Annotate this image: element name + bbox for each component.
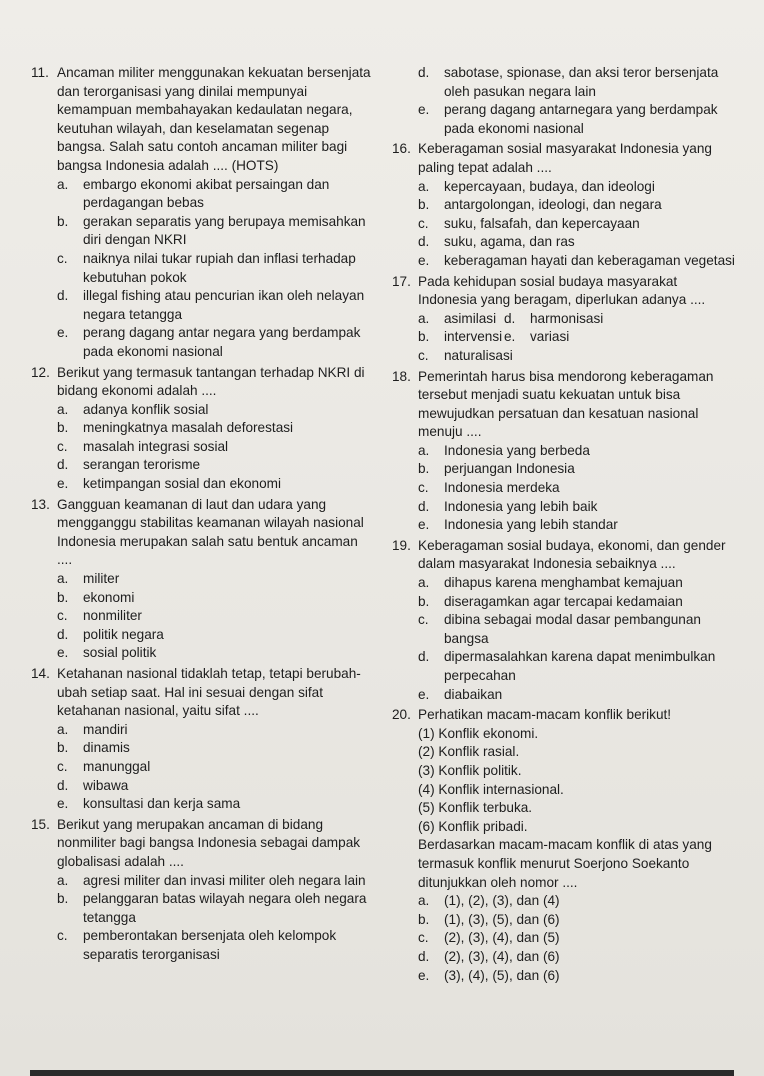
option-a[interactable]	[418, 310, 504, 329]
option-b[interactable]	[418, 328, 504, 347]
option-letter: b.	[418, 911, 430, 927]
option-c[interactable]	[57, 607, 376, 626]
option-letter: d.	[57, 457, 69, 473]
option-c[interactable]	[57, 250, 376, 287]
option-text: asimilasi	[444, 310, 497, 326]
option-text: suku, falsafah, dan kepercayaan	[444, 215, 640, 231]
option-b[interactable]	[418, 460, 737, 479]
option-text: Indonesia merdeka	[444, 480, 560, 496]
question-number: 12.	[31, 364, 50, 380]
option-a[interactable]	[57, 176, 376, 213]
option-text: variasi	[530, 329, 570, 345]
option-text: mandiri	[83, 721, 128, 737]
option-text: illegal fishing atau pencurian ikan oleh nelayan negara tetangga	[83, 288, 365, 322]
option-a[interactable]	[418, 442, 737, 461]
option-text: Indonesia yang berbeda	[444, 442, 590, 458]
option-b[interactable]	[57, 213, 376, 250]
question-stem: Berikut yang termasuk tantangan terhadap NKRI di bidang ekonomi adalah ....	[57, 364, 365, 399]
option-e[interactable]	[418, 252, 737, 271]
option-text: dipermasalahkan karena dapat menimbulkan perpecahan	[444, 649, 716, 683]
option-letter: b.	[418, 593, 430, 609]
option-d[interactable]	[57, 777, 376, 796]
option-a[interactable]	[418, 574, 737, 593]
question-number: 11.	[31, 65, 49, 80]
question-14	[31, 665, 376, 814]
list-item: (5) Konflik terbuka.	[418, 800, 533, 816]
question-number: 18.	[392, 368, 411, 384]
question-stem: Berikut yang merupakan ancaman di bidang nonmiliter bagi bangsa Indonesia sebagai dampak globalisasi adalah ....	[57, 816, 361, 869]
option-letter: d.	[57, 626, 69, 642]
option-b[interactable]	[418, 196, 737, 215]
option-e[interactable]	[418, 101, 737, 138]
option-e[interactable]	[57, 475, 376, 494]
question-stem: Ancaman militer menggunakan kekuatan bersenjata dan terorganisasi yang dinilai mempunyai kemampuan membahayakan kedaulatan negara, keutuhan wilayah, dan keselamatan segenap bangsa. Salah satu contoh ancaman militer bagi bangsa Indonesia adalah .... (HOTS)	[57, 65, 371, 173]
option-text: embargo ekonomi akibat persaingan dan perdagangan bebas	[83, 176, 330, 211]
option-c[interactable]	[418, 215, 737, 234]
option-text: (2), (3), (4), dan (5)	[444, 930, 560, 946]
option-text: suku, agama, dan ras	[444, 234, 575, 250]
option-text: (3), (4), (5), dan (6)	[444, 967, 560, 983]
option-letter: a.	[57, 401, 69, 417]
option-letter: a.	[418, 178, 430, 194]
option-text: kepercayaan, budaya, dan ideologi	[444, 178, 655, 194]
question-number: 17.	[392, 273, 411, 289]
option-letter: c.	[418, 612, 429, 628]
option-text: intervensi	[444, 329, 503, 345]
option-text: (1), (3), (5), dan (6)	[444, 911, 560, 927]
question-stem-2: Berdasarkan macam-macam konflik di atas yang termasuk konflik menurut Soerjono Soekanto ditunjukkan oleh nomor ....	[418, 837, 712, 890]
option-letter: c.	[418, 215, 429, 231]
option-letter: b.	[57, 740, 69, 756]
option-text: manunggal	[83, 758, 151, 774]
option-text: antargolongan, ideologi, dan negara	[444, 197, 662, 213]
option-text: naturalisasi	[444, 347, 513, 363]
option-letter: a.	[57, 176, 69, 192]
question-number: 19.	[392, 537, 411, 553]
option-letter: e.	[504, 329, 516, 345]
option-e[interactable]	[57, 644, 376, 663]
option-letter: b.	[418, 197, 430, 213]
option-letter: d.	[504, 310, 516, 326]
question-stem: Pemerintah harus bisa mendorong keberagaman tersebut menjadi suatu kekuatan untuk bisa mewujudkan persatuan dan kesatuan nasional menuju ....	[418, 368, 714, 440]
option-letter: e.	[418, 252, 430, 268]
option-e[interactable]	[418, 686, 737, 705]
page-bottom-edge	[30, 1070, 734, 1076]
option-letter: a.	[418, 893, 430, 909]
option-a[interactable]	[57, 872, 376, 891]
option-letter: c.	[57, 438, 68, 454]
option-letter: c.	[57, 250, 68, 266]
option-text: pemberontakan bersenjata oleh kelompok separatis terorganisasi	[83, 928, 337, 962]
option-e[interactable]	[57, 324, 376, 361]
option-text: perang dagang antarnegara yang berdampak pada ekonomi nasional	[444, 102, 718, 136]
option-text: adanya konflik sosial	[83, 401, 209, 417]
question-stem: Keberagaman sosial budaya, ekonomi, dan gender dalam masyarakat Indonesia sebaiknya ....	[418, 537, 726, 572]
question-number: 13.	[31, 496, 50, 512]
list-item: (2) Konflik rasial.	[418, 744, 520, 760]
option-text: ketimpangan sosial dan ekonomi	[83, 476, 281, 492]
question-17	[392, 273, 737, 366]
question-number: 15.	[31, 816, 50, 832]
question-13	[31, 496, 376, 663]
option-a[interactable]	[418, 892, 737, 911]
option-text: konsultasi dan kerja sama	[83, 796, 241, 812]
option-letter: b.	[57, 420, 69, 436]
option-letter: c.	[418, 480, 429, 496]
option-letter: a.	[57, 872, 69, 888]
option-d[interactable]	[57, 456, 376, 475]
option-letter: b.	[57, 891, 69, 907]
question-stem: Ketahanan nasional tidaklah tetap, tetapi berubah-ubah setiap saat. Hal ini sesuai dengan sifat ketahanan nasional, yaitu sifat ....	[57, 666, 361, 719]
option-c[interactable]	[57, 758, 376, 777]
list-item: (1) Konflik ekonomi.	[418, 725, 539, 741]
option-c[interactable]	[57, 438, 376, 457]
option-text: agresi militer dan invasi militer oleh negara lain	[83, 872, 366, 888]
option-b[interactable]	[57, 419, 376, 438]
option-letter: e.	[418, 517, 430, 533]
question-18	[392, 368, 737, 535]
option-letter: d.	[418, 649, 430, 665]
option-letter: e.	[418, 686, 430, 702]
option-letter: d.	[57, 777, 69, 793]
list-item: (3) Konflik politik.	[418, 762, 522, 778]
option-letter: d.	[418, 498, 430, 514]
option-d[interactable]	[418, 648, 737, 685]
option-c[interactable]	[57, 927, 376, 964]
option-letter: d.	[418, 234, 430, 250]
option-d[interactable]	[504, 310, 737, 329]
question-11-continued	[392, 64, 737, 138]
option-text: perjuangan Indonesia	[444, 461, 575, 477]
question-number: 14.	[31, 666, 50, 681]
option-text: diabaikan	[444, 686, 503, 702]
option-letter: b.	[418, 461, 430, 477]
option-c[interactable]	[418, 929, 737, 948]
option-letter: c.	[57, 758, 68, 774]
question-20	[392, 706, 737, 985]
option-text: wibawa	[83, 777, 129, 793]
option-text: politik negara	[83, 626, 164, 642]
option-a[interactable]	[57, 721, 376, 740]
option-letter: e.	[57, 796, 69, 812]
option-text: masalah integrasi sosial	[83, 438, 229, 454]
question-15	[31, 816, 376, 965]
option-text: (2), (3), (4), dan (6)	[444, 948, 560, 964]
right-column	[392, 64, 737, 985]
question-number: 16.	[392, 141, 411, 157]
question-stem: Perhatikan macam-macam konflik berikut!	[418, 707, 672, 723]
option-c[interactable]	[418, 347, 737, 366]
option-d[interactable]	[418, 64, 737, 101]
option-c[interactable]	[418, 611, 737, 648]
option-text: naiknya nilai tukar rupiah dan inflasi terhadap kebutuhan pokok	[83, 250, 356, 285]
option-letter: c.	[57, 608, 68, 624]
option-d[interactable]	[418, 233, 737, 252]
question-11	[31, 64, 376, 362]
option-letter: d.	[57, 288, 69, 304]
option-text: nonmiliter	[83, 608, 142, 624]
option-letter: d.	[418, 948, 430, 964]
option-letter: e.	[57, 325, 69, 341]
option-a[interactable]	[418, 178, 737, 197]
list-item: (6) Konflik pribadi.	[418, 818, 528, 834]
list-item: (4) Konflik internasional.	[418, 781, 564, 797]
option-b[interactable]	[418, 593, 737, 612]
question-stem: Keberagaman sosial masyarakat Indonesia yang paling tepat adalah ....	[418, 141, 712, 175]
option-b[interactable]	[418, 911, 737, 930]
option-letter: e.	[418, 967, 430, 983]
question-12	[31, 364, 376, 494]
option-letter: a.	[57, 571, 69, 587]
option-d[interactable]	[418, 948, 737, 967]
option-text: meningkatnya masalah deforestasi	[83, 420, 294, 436]
option-text: dinamis	[83, 740, 130, 756]
option-letter: e.	[418, 102, 430, 118]
option-text: sabotase, spionase, dan aksi teror bersenjata oleh pasukan negara lain	[444, 65, 719, 99]
option-letter: c.	[57, 928, 68, 944]
option-text: diseragamkan agar tercapai kedamaian	[444, 593, 683, 609]
option-text: Indonesia yang lebih baik	[444, 498, 598, 514]
option-text: gerakan separatis yang berupaya memisahkan diri dengan NKRI	[83, 213, 366, 248]
option-d[interactable]	[57, 287, 376, 324]
option-text: sosial politik	[83, 645, 157, 661]
option-letter: d.	[418, 65, 430, 80]
question-stem: Gangguan keamanan di laut dan udara yang mengganggu stabilitas keamanan wilayah nasional Indonesia merupakan salah satu bentuk ancaman ....	[57, 496, 364, 568]
option-letter: a.	[57, 721, 69, 737]
option-e[interactable]	[418, 967, 737, 986]
option-d[interactable]	[418, 498, 737, 517]
question-19	[392, 537, 737, 704]
question-number: 20.	[392, 707, 411, 723]
option-d[interactable]	[57, 626, 376, 645]
option-text: pelanggaran batas wilayah negara oleh negara tetangga	[83, 891, 367, 925]
question-stem: Pada kehidupan sosial budaya masyarakat Indonesia yang beragam, diperlukan adanya ....	[418, 273, 706, 308]
option-letter: c.	[418, 347, 429, 363]
option-grid	[418, 310, 737, 366]
option-text: harmonisasi	[530, 310, 604, 326]
option-letter: b.	[57, 213, 69, 229]
option-letter: a.	[418, 442, 430, 458]
option-letter: a.	[418, 310, 430, 326]
option-text: (1), (2), (3), dan (4)	[444, 893, 560, 909]
option-c[interactable]	[418, 479, 737, 498]
option-letter: b.	[57, 589, 69, 605]
option-text: perang dagang antar negara yang berdampak pada ekonomi nasional	[83, 325, 361, 359]
option-text: militer	[83, 571, 120, 587]
option-a[interactable]	[57, 401, 376, 420]
option-b[interactable]	[57, 739, 376, 758]
option-letter: e.	[57, 645, 69, 661]
option-e[interactable]	[504, 328, 737, 347]
option-b[interactable]	[57, 890, 376, 927]
option-text: dibina sebagai modal dasar pembangunan bangsa	[444, 612, 701, 646]
option-a[interactable]	[57, 570, 376, 589]
option-text: serangan terorisme	[83, 457, 201, 473]
option-letter: c.	[418, 930, 429, 946]
option-e[interactable]	[418, 516, 737, 535]
option-text: Indonesia yang lebih standar	[444, 517, 618, 533]
option-text: keberagaman hayati dan keberagaman vegetasi	[444, 252, 735, 268]
left-column	[31, 64, 376, 965]
option-text: ekonomi	[83, 589, 135, 605]
option-letter: e.	[57, 476, 69, 492]
option-e[interactable]	[57, 795, 376, 814]
option-letter: b.	[418, 329, 430, 345]
option-text: dihapus karena menghambat kemajuan	[444, 575, 683, 591]
option-letter: a.	[418, 575, 430, 591]
option-b[interactable]	[57, 589, 376, 608]
question-16	[392, 140, 737, 270]
